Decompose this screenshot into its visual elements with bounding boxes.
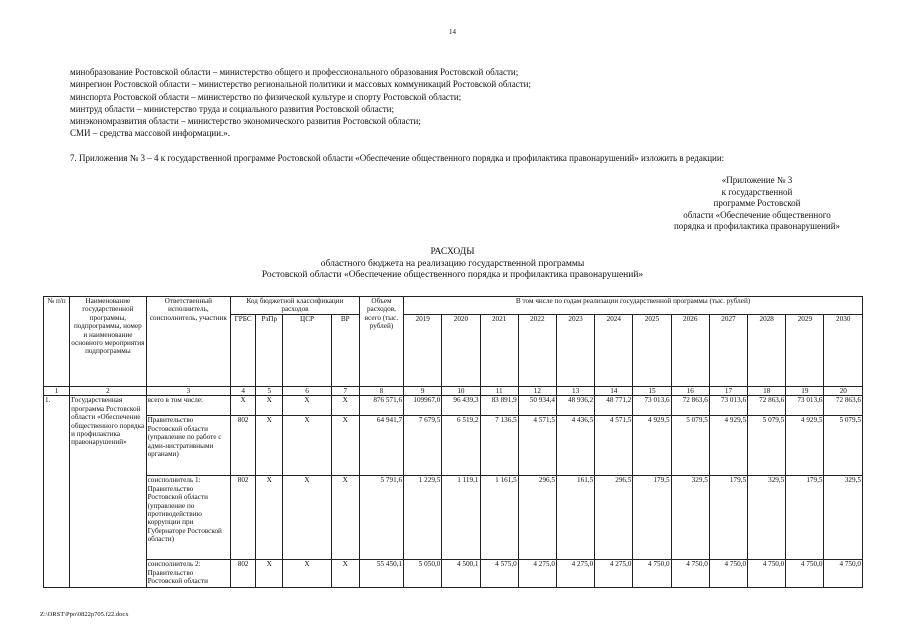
year-cell: 96 439,3: [442, 396, 480, 416]
rzpr-cell: Х: [256, 560, 283, 588]
year-cell: 1 229,5: [404, 476, 442, 560]
col-number: 16: [671, 387, 709, 396]
table-row: [44, 396, 863, 416]
year-cell: 4 500,1: [442, 560, 480, 588]
csr-cell: Х: [283, 476, 331, 560]
col-number: 11: [480, 387, 518, 396]
year-cell: 4 275,0: [595, 560, 633, 588]
csr-cell: Х: [283, 396, 331, 416]
header-grbs: ГРБС: [231, 315, 256, 387]
expenses-table: [43, 296, 863, 588]
year-cell: 109967,0: [404, 396, 442, 416]
col-number: 7: [331, 387, 359, 396]
header-year: 2025: [633, 315, 671, 387]
heading-subtitle: Ростовской области «Обеспечение общественного порядка и профилактика правонарушений»: [261, 270, 644, 280]
col-number: 14: [595, 387, 633, 396]
col-number: 4: [231, 387, 256, 396]
year-cell: 5 079,5: [824, 416, 863, 476]
rzpr-cell: Х: [256, 476, 283, 560]
year-cell: 83 891,9: [480, 396, 518, 416]
header-year: 2023: [556, 315, 594, 387]
year-cell: 4 750,0: [633, 560, 671, 588]
executor-cell: соисполнитель 1: Правительство Ростовской области (управление по противодействию коррупции при Губернаторе Ростовской области): [146, 476, 230, 560]
year-cell: 4 571,5: [595, 416, 633, 476]
csr-cell: Х: [283, 560, 331, 588]
year-cell: 5 079,5: [748, 416, 786, 476]
header-executor: Ответственный исполнитель, соисполнитель, участник: [146, 297, 230, 387]
col-number: 17: [709, 387, 747, 396]
col-number: 18: [748, 387, 786, 396]
year-cell: 72 863,6: [748, 396, 786, 416]
col-number: 2: [70, 387, 146, 396]
header-budget-code: Код бюджетной классификации расходов: [231, 297, 360, 315]
year-cell: 179,5: [786, 476, 824, 560]
header-by-years: В том числе по годам реализации государственной программы (тыс. рублей): [404, 297, 863, 315]
header-year: 2026: [671, 315, 709, 387]
year-cell: 329,5: [824, 476, 863, 560]
year-cell: 4 929,5: [786, 416, 824, 476]
header-year: 2027: [709, 315, 747, 387]
grbs-cell: 802: [231, 416, 256, 476]
year-cell: 296,5: [518, 476, 556, 560]
header-year: 2019: [404, 315, 442, 387]
executor-cell: Правительство Ростовской области (управление по работе с адми-нистративными органами): [146, 416, 230, 476]
col-number: 15: [633, 387, 671, 396]
abbreviation-line: минобразование Ростовской области – министерство общего и профессионального образования Ростовской области;: [70, 67, 519, 77]
total-cell: 64 941,7: [359, 416, 403, 476]
year-cell: 4 750,0: [824, 560, 863, 588]
header-rzpr: РзПр: [256, 315, 283, 387]
col-number: 8: [359, 387, 403, 396]
col-number: 10: [442, 387, 480, 396]
program-name: Государственная программа Ростовской области «Обеспечение общественного порядка и профилактика правонарушений»: [70, 396, 146, 588]
year-cell: 329,5: [671, 476, 709, 560]
year-cell: 4 575,0: [480, 560, 518, 588]
total-cell: 876 571,6: [359, 396, 403, 416]
year-cell: 48 936,2: [556, 396, 594, 416]
col-number: 9: [404, 387, 442, 396]
table-row: [44, 416, 863, 476]
header-year: 2022: [518, 315, 556, 387]
year-cell: 7 136,5: [480, 416, 518, 476]
col-number: 20: [824, 387, 863, 396]
abbreviation-line: минтруд области – министерство труда и социального развития Ростовской области;: [70, 103, 394, 114]
year-cell: 5 079,5: [671, 416, 709, 476]
header-vr: ВР: [331, 315, 359, 387]
year-cell: 4 750,0: [709, 560, 747, 588]
year-cell: 5 050,0: [404, 560, 442, 588]
grbs-cell: 802: [231, 476, 256, 560]
header-year: 2024: [595, 315, 633, 387]
col-number: 3: [146, 387, 230, 396]
table-row: [44, 476, 863, 560]
year-cell: 50 934,4: [518, 396, 556, 416]
year-cell: 4 929,5: [709, 416, 747, 476]
rzpr-cell: Х: [256, 396, 283, 416]
abbreviations-list: [70, 66, 531, 140]
year-cell: 179,5: [633, 476, 671, 560]
header-year: 2029: [786, 315, 824, 387]
header-year: 2030: [824, 315, 863, 387]
year-cell: 4 750,0: [748, 560, 786, 588]
header-year: 2020: [442, 315, 480, 387]
abbreviation-line: СМИ – средства массовой информации.».: [70, 128, 231, 139]
year-cell: 73 013,6: [786, 396, 824, 416]
col-number: 5: [256, 387, 283, 396]
year-cell: 48 771,2: [595, 396, 633, 416]
vr-cell: Х: [331, 416, 359, 476]
annex-line: программе Ростовской: [713, 198, 801, 209]
annex-header: [600, 175, 905, 233]
page-number: 14: [449, 28, 456, 36]
program-number: 1.: [44, 396, 70, 588]
header-num: № п/п: [44, 297, 70, 387]
year-cell: 1 119,1: [442, 476, 480, 560]
year-cell: 4 750,0: [786, 560, 824, 588]
file-path-footer: Z:\ORST\Ppo\0822p705.f22.docx: [40, 611, 129, 618]
year-cell: 1 161,5: [480, 476, 518, 560]
vr-cell: Х: [331, 396, 359, 416]
column-number-row: [44, 387, 863, 396]
year-cell: 6 519,2: [442, 416, 480, 476]
total-cell: 5 791,6: [359, 476, 403, 560]
col-number: 19: [786, 387, 824, 396]
executor-cell: соисполнитель 2: Правительство Ростовской области: [146, 560, 230, 588]
abbreviation-line: минрегион Ростовской области – министерство региональной политики и массовых коммуникаций Ростовской области;: [70, 79, 531, 90]
annex-line: порядка и профилактика правонарушений»: [673, 221, 841, 232]
table-heading: [0, 247, 905, 282]
year-cell: 179,5: [709, 476, 747, 560]
header-year: 2021: [480, 315, 518, 387]
rzpr-cell: Х: [256, 416, 283, 476]
abbreviation-line: минспорта Ростовской области – министерство по физической культуре и спорту Ростовской области;: [70, 91, 462, 102]
grbs-cell: 802: [231, 560, 256, 588]
year-cell: 161,5: [556, 476, 594, 560]
year-cell: 4 275,0: [518, 560, 556, 588]
col-number: 13: [556, 387, 594, 396]
heading-subtitle: областного бюджета на реализацию государственной программы: [320, 258, 585, 269]
header-name: Наименование государственной программы, подпрограммы, номер и наименование основного мероприятия подпрограммы: [70, 297, 146, 387]
annex-line: области «Обеспечение общественного: [683, 209, 831, 220]
year-cell: 4 275,0: [556, 560, 594, 588]
col-number: 1: [44, 387, 70, 396]
abbreviation-line: минэкономразвития области – министерство экономического развития Ростовской области;: [70, 116, 421, 127]
col-number: 12: [518, 387, 556, 396]
vr-cell: Х: [331, 476, 359, 560]
year-cell: 73 013,6: [709, 396, 747, 416]
header-volume: Объем расходов, всего (тыс. рублей): [359, 297, 403, 387]
year-cell: 72 863,6: [671, 396, 709, 416]
year-cell: 4 929,5: [633, 416, 671, 476]
year-cell: 4 436,5: [556, 416, 594, 476]
year-cell: 7 679,5: [404, 416, 442, 476]
grbs-cell: Х: [231, 396, 256, 416]
col-number: 6: [283, 387, 331, 396]
heading-title: РАСХОДЫ: [430, 247, 475, 257]
header-year: 2028: [748, 315, 786, 387]
total-cell: 55 450,1: [359, 560, 403, 588]
annex-line: к государственной: [721, 186, 793, 197]
year-cell: 72 863,6: [824, 396, 863, 416]
header-csr: ЦСР: [283, 315, 331, 387]
year-cell: 4 571,5: [518, 416, 556, 476]
executor-cell: всего в том числе:: [146, 396, 230, 416]
year-cell: 296,5: [595, 476, 633, 560]
csr-cell: Х: [283, 416, 331, 476]
vr-cell: Х: [331, 560, 359, 588]
year-cell: 329,5: [748, 476, 786, 560]
year-cell: 73 013,6: [633, 396, 671, 416]
annex-line: «Приложение № 3: [721, 175, 793, 185]
year-cell: 4 750,0: [671, 560, 709, 588]
header-row: [44, 297, 863, 315]
amendment-paragraph: 7. Приложения № 3 – 4 к государственной программе Ростовской области «Обеспечение общественного порядка и профилактика правонарушений» изложить в редакции:: [70, 153, 725, 163]
table-row: [44, 560, 863, 588]
